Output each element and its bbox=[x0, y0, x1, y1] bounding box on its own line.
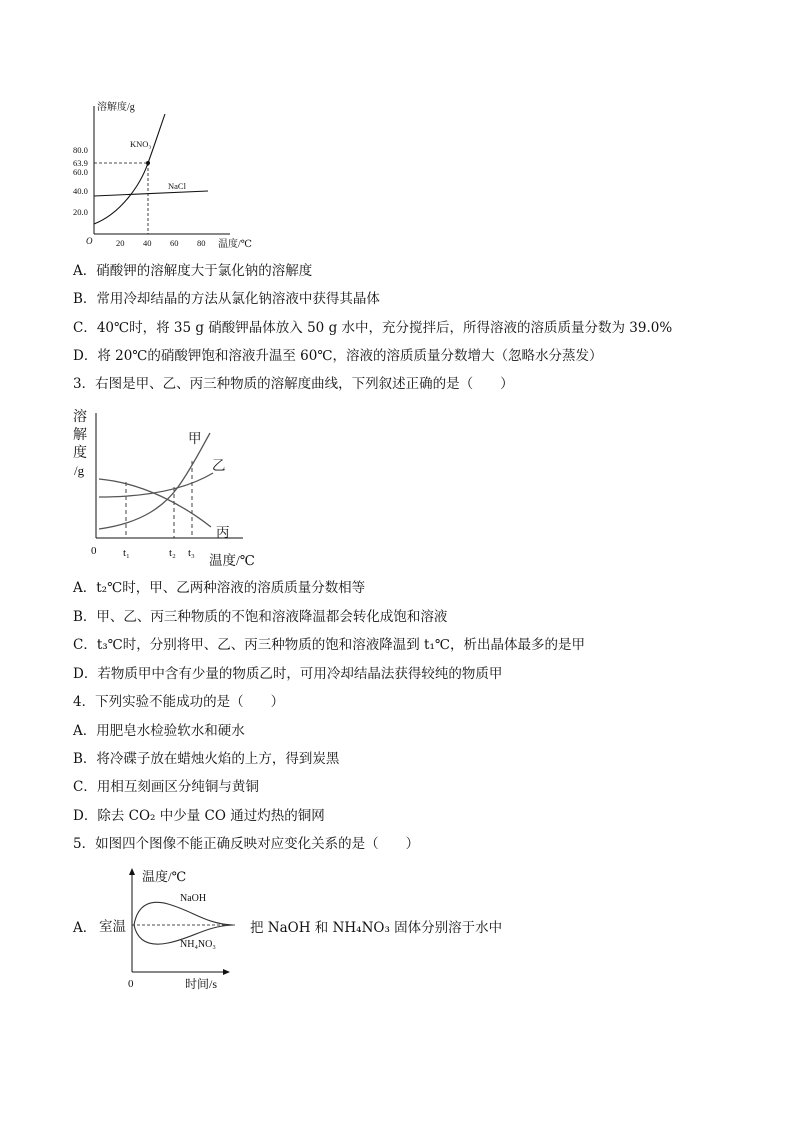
kno3-curve bbox=[94, 114, 165, 224]
y-tick-label: 63.9 bbox=[73, 158, 88, 168]
naoh-label: NaOH bbox=[180, 893, 207, 904]
y-axis-label-char: 度 bbox=[73, 446, 87, 461]
jia-label: 甲 bbox=[188, 431, 202, 446]
room-temp-label: 室温 bbox=[99, 919, 126, 934]
x-tick-label: 40 bbox=[143, 238, 152, 248]
q3-stem: 3．右图是甲、乙、丙三种物质的溶解度曲线，下列叙述正确的是（ ） bbox=[73, 376, 514, 392]
nacl-curve bbox=[94, 191, 208, 196]
origin-label: O bbox=[86, 236, 93, 246]
q3-option-a: A．t₂℃时，甲、乙两种溶液的溶质质量分数相等 bbox=[73, 580, 366, 596]
q5-option-a-text: 把 NaOH 和 NH₄NO₃ 固体分别溶于水中 bbox=[250, 920, 503, 936]
x-tick-t1: t₁ bbox=[123, 547, 130, 559]
q4-option-c: C．用相互刻画区分纯铜与黄铜 bbox=[73, 779, 259, 795]
x-tick-label: 80 bbox=[197, 238, 206, 248]
y-axis-label: 溶解度/g bbox=[97, 102, 135, 113]
origin-label: 0 bbox=[128, 978, 134, 990]
y-tick-label: 60.0 bbox=[73, 167, 88, 177]
q2-option-d: D．将 20℃的硝酸钾饱和溶液升温至 60℃，溶液的溶质质量分数增大（忽略水分蒸发） bbox=[73, 348, 603, 364]
q2-option-b: B．常用冷却结晶的方法从氯化钠溶液中获得其晶体 bbox=[73, 291, 380, 307]
y-tick-label: 40.0 bbox=[73, 186, 88, 196]
naoh-curve bbox=[134, 902, 233, 925]
x-axis-label: 温度/℃ bbox=[218, 239, 252, 250]
q3-option-c: C．t₃℃时，分别将甲、乙、丙三种物质的饱和溶液降温到 t₁℃，析出晶体最多的是甲 bbox=[73, 637, 585, 653]
q2-option-c: C．40℃时，将 35 g 硝酸钾晶体放入 50 g 水中，充分搅拌后，所得溶液的溶质质量分数为 39.0% bbox=[73, 320, 673, 336]
y-tick-label: 20.0 bbox=[73, 207, 88, 217]
q4-option-b: B．将冷碟子放在蜡烛火焰的上方，得到炭黑 bbox=[73, 751, 340, 767]
y-axis-arrow bbox=[129, 868, 135, 875]
q5-option-a-prefix: A． bbox=[73, 920, 97, 936]
nh4no3-label: NH₄NO₃ bbox=[180, 939, 216, 950]
q5-temperature-graph bbox=[98, 866, 248, 992]
q4-option-a: A．用肥皂水检验软水和硬水 bbox=[73, 723, 245, 739]
intersection-point bbox=[146, 161, 150, 165]
x-tick-label: 20 bbox=[116, 238, 125, 248]
q2-solubility-graph bbox=[73, 96, 280, 256]
q4-option-d: D．除去 CO₂ 中少量 CO 通过灼热的铜网 bbox=[73, 808, 325, 824]
q3-option-d: D．若物质甲中含有少量的物质乙时，可用冷却结晶法获得较纯的物质甲 bbox=[73, 666, 503, 682]
x-tick-t2: t₂ bbox=[169, 547, 176, 559]
y-axis-label-char: /g bbox=[74, 463, 85, 478]
y-axis-label: 温度/℃ bbox=[142, 869, 187, 884]
q3-option-b: B．甲、乙、丙三种物质的不饱和溶液降温都会转化成饱和溶液 bbox=[73, 609, 448, 625]
q5-stem: 5．如图四个图像不能正确反映对应变化关系的是（ ） bbox=[73, 836, 420, 852]
y-tick-label: 80.0 bbox=[73, 145, 88, 155]
bing-curve bbox=[99, 479, 211, 527]
q2-option-a: A．硝酸钾的溶解度大于氯化钠的溶解度 bbox=[73, 263, 313, 279]
q3-solubility-graph bbox=[73, 405, 273, 570]
x-tick-label: 60 bbox=[170, 238, 179, 248]
yi-label: 乙 bbox=[212, 458, 226, 473]
y-axis-label-char: 解 bbox=[73, 428, 87, 443]
kno3-label: KNO₃ bbox=[130, 139, 152, 149]
x-axis-label: 温度/℃ bbox=[209, 553, 255, 568]
x-axis-label: 时间/s bbox=[185, 977, 218, 991]
bing-label: 丙 bbox=[216, 525, 230, 540]
nacl-label: NaCl bbox=[168, 181, 186, 191]
x-axis-arrow bbox=[223, 969, 230, 975]
x-tick-t3: t₃ bbox=[188, 547, 195, 559]
y-axis-label-char: 溶 bbox=[73, 410, 87, 425]
q4-stem: 4．下列实验不能成功的是（ ） bbox=[73, 694, 285, 710]
origin-label: 0 bbox=[91, 545, 97, 557]
